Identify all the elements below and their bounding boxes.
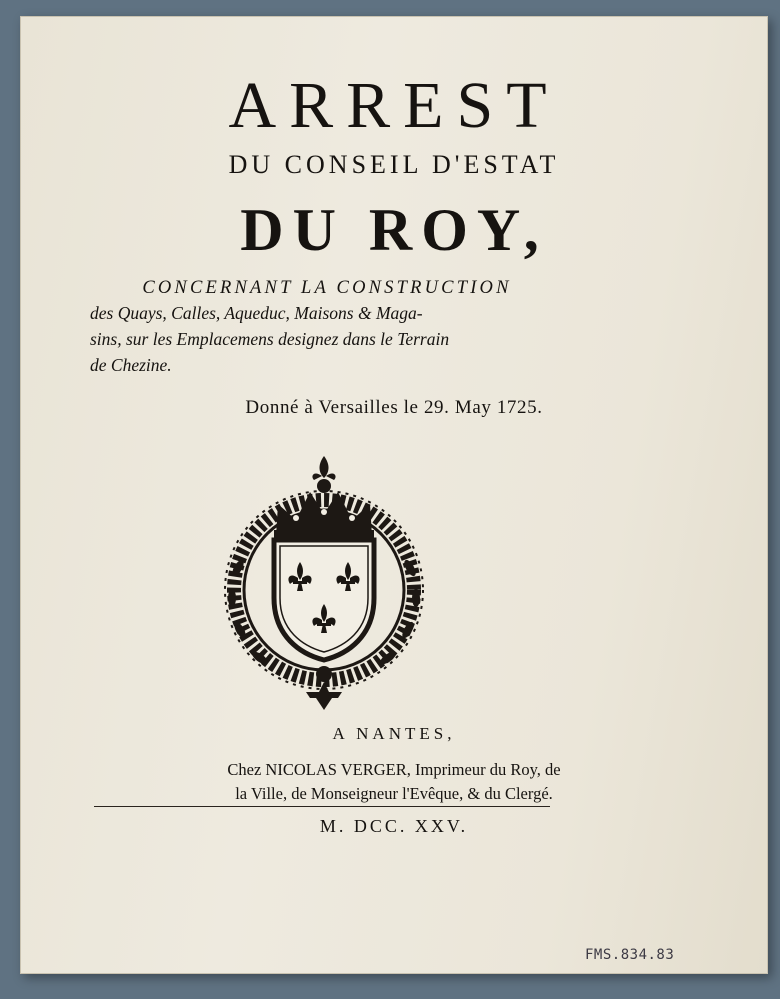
shelfmark-label: FMS.834.83 <box>585 947 675 963</box>
royal-arms-fleur-de-lis-icon <box>216 448 432 716</box>
subject-line-1: des Quays, Calles, Aqueduc, Maisons & Maga- <box>90 303 423 323</box>
subject-text <box>90 300 566 378</box>
printer-line-1: Chez NICOLAS VERGER, Imprimeur du Roy, de <box>227 760 561 779</box>
printer-line-2: la Ville, de Monseigneur l'Evêque, & du Clergé. <box>235 784 553 803</box>
subject-line-2: sins, sur les Emplacemens designez dans le Terrain <box>90 329 450 349</box>
subject-line-3: de Chezine. <box>90 355 172 375</box>
publication-year: M. DCC. XXV. <box>319 816 469 836</box>
place-line: A NANTES, <box>332 724 456 743</box>
document-title: ARREST <box>228 69 560 142</box>
divider-rule <box>94 806 550 807</box>
document-page <box>20 16 768 974</box>
concerning-heading: CONCERNANT LA CONSTRUCTION <box>142 278 512 298</box>
document-title-roy: DU ROY, <box>240 197 548 263</box>
printer-info <box>20 758 768 806</box>
given-at-line: Donné à Versailles le 29. May 1725. <box>245 397 543 418</box>
document-subtitle: DU CONSEIL D'ESTAT <box>228 150 560 179</box>
